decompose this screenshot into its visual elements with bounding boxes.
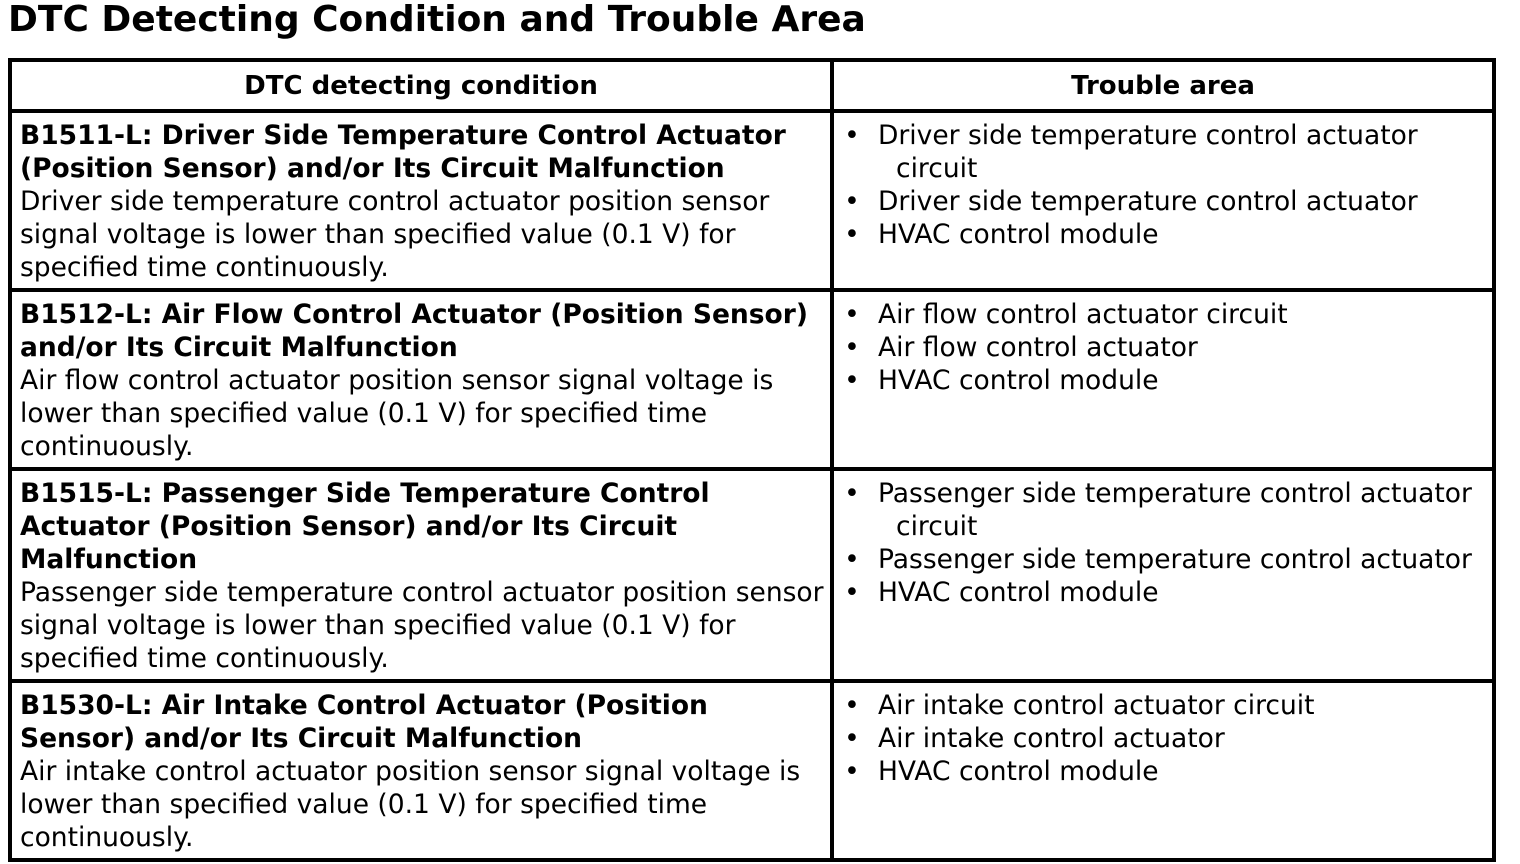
list-item: • Air flow control actuator circuit: [842, 298, 1488, 331]
dtc-table: [8, 58, 1496, 862]
condition-cell: [10, 290, 832, 469]
bullet-icon: •: [844, 577, 860, 608]
list-item: • HVAC control module: [842, 218, 1488, 251]
trouble-area-cell: [832, 111, 1494, 290]
bullet-icon: •: [844, 332, 860, 363]
list-item: • Passenger side temperature control actuator circuit: [842, 477, 1488, 543]
bullet-icon: •: [844, 186, 860, 217]
list-item: • Driver side temperature control actuator: [842, 185, 1488, 218]
trouble-area-list: [834, 471, 1492, 613]
dtc-code-title: B1515-L: Passenger Side Temperature Control Actuator (Position Sensor) and/or Its Circuit Malfunction: [20, 478, 710, 575]
bullet-icon: •: [844, 690, 860, 721]
condition-cell: [10, 681, 832, 860]
list-item: • Driver side temperature control actuator circuit: [842, 119, 1488, 185]
trouble-area-list: [834, 292, 1492, 401]
trouble-area-list: [834, 683, 1492, 792]
table-row: [10, 111, 1494, 290]
bullet-icon: •: [844, 219, 860, 250]
list-item: • HVAC control module: [842, 364, 1488, 397]
condition-cell: [10, 111, 832, 290]
table-row: [10, 290, 1494, 469]
bullet-icon: •: [844, 756, 860, 787]
table-row: [10, 681, 1494, 860]
trouble-area-list: [834, 113, 1492, 255]
bullet-icon: •: [844, 365, 860, 396]
trouble-area-cell: [832, 681, 1494, 860]
dtc-code-title: B1511-L: Driver Side Temperature Control Actuator (Position Sensor) and/or Its Circuit Malfunction: [20, 120, 786, 184]
list-item: • HVAC control module: [842, 755, 1488, 788]
list-item: • Air flow control actuator: [842, 331, 1488, 364]
dtc-code-title: B1512-L: Air Flow Control Actuator (Position Sensor) and/or Its Circuit Malfunction: [20, 299, 808, 363]
bullet-icon: •: [844, 299, 860, 330]
dtc-description: Driver side temperature control actuator position sensor signal voltage is lower than specified value (0.1 V) for specified time continuously.: [20, 186, 770, 283]
list-item: • Air intake control actuator: [842, 722, 1488, 755]
condition-cell: [10, 469, 832, 681]
dtc-description: Air flow control actuator position sensor signal voltage is lower than specified value (0.1 V) for specified time continuously.: [20, 365, 774, 462]
list-item: • Air intake control actuator circuit: [842, 689, 1488, 722]
bullet-icon: •: [844, 723, 860, 754]
header-trouble-area: Trouble area: [832, 60, 1494, 111]
table-row: [10, 469, 1494, 681]
trouble-area-cell: [832, 469, 1494, 681]
list-item: • Passenger side temperature control actuator: [842, 543, 1488, 576]
list-item: • HVAC control module: [842, 576, 1488, 609]
dtc-description: Air intake control actuator position sensor signal voltage is lower than specified value (0.1 V) for specified time continuously.: [20, 756, 801, 853]
table-header-row: [10, 60, 1494, 111]
dtc-description: Passenger side temperature control actuator position sensor signal voltage is lower than specified value (0.1 V) for specified time continuously.: [20, 577, 824, 674]
trouble-area-cell: [832, 290, 1494, 469]
bullet-icon: •: [844, 544, 860, 575]
bullet-icon: •: [844, 120, 860, 151]
bullet-icon: •: [844, 478, 860, 509]
page-title: DTC Detecting Condition and Trouble Area: [8, 0, 866, 40]
dtc-code-title: B1530-L: Air Intake Control Actuator (Position Sensor) and/or Its Circuit Malfunction: [20, 690, 708, 754]
header-condition: DTC detecting condition: [10, 60, 832, 111]
